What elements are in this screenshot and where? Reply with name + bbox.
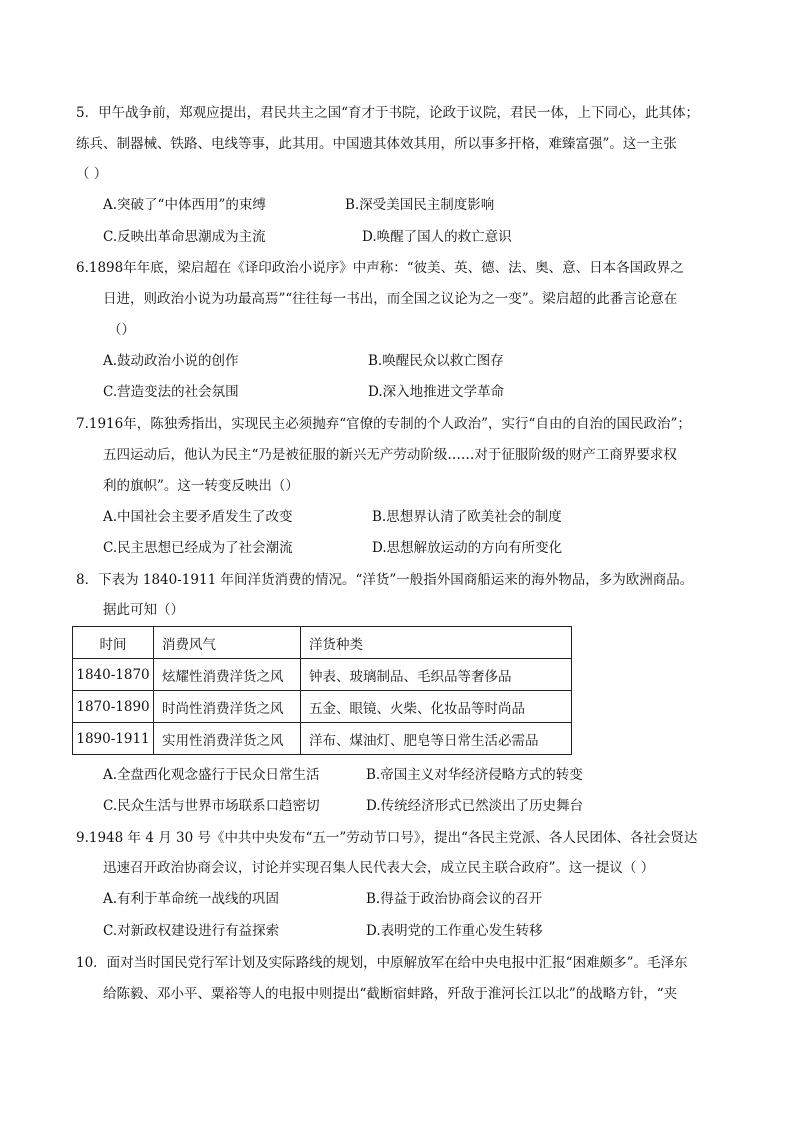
question-6-option-a: A.鼓动政治小说的创作 — [103, 353, 239, 369]
question-5-line-3: （ ） — [76, 166, 108, 182]
question-7-line-3: 利的旗帜”。这一转变反映出（） — [103, 478, 299, 494]
question-6-line-3: （） — [108, 322, 135, 338]
question-7-option-b: B.思想界认清了欧美社会的制度 — [372, 509, 562, 525]
question-6-line-1: 6.1898年年底，梁启超在《译印政治小说序》中声称：“彼美、英、德、法、奥、意、日本各国政界之 — [76, 260, 684, 276]
table-row — [73, 723, 572, 755]
question-9-option-a: A.有利于革命统一战线的巩固 — [103, 891, 280, 907]
question-8-line-2: 据此可知（） — [103, 602, 184, 618]
consumption-table — [72, 626, 572, 755]
question-7-option-a: A.中国社会主要矛盾发生了改变 — [103, 509, 293, 525]
table-cell-time: 1870-1890 — [73, 691, 154, 723]
question-5-line-2: 练兵、制器械、铁路、电线等事，此其用。中国遗其体效其用，所以事多扞格，难臻富强”。这一主张 — [76, 136, 677, 152]
question-6-line-2: 日进，则政治小说为功最高焉”“往往每一书出，而全国之议论为之一变”。梁启超的此番言论意在 — [103, 291, 678, 307]
table-cell-goods: 五金、眼镜、火柴、化妆品等时尚品 — [301, 691, 572, 723]
question-8-option-b: B.帝国主义对华经济侵略方式的转变 — [366, 767, 583, 783]
table-row — [73, 691, 572, 723]
table-row — [73, 659, 572, 691]
question-9-line-2: 迅速召开政治协商会议，讨论并实现召集人民代表大会，成立民主联合政府”。这一提议（ ） — [103, 860, 655, 876]
table-cell-trend: 炫耀性消费洋货之风 — [154, 659, 301, 691]
question-7-option-c: C.民主思想已经成为了社会潮流 — [103, 540, 293, 556]
table-header-goods: 洋货种类 — [301, 627, 572, 659]
question-5-line-1: 5．甲午战争前，郑观应提出，君民共主之国“育才于书院，论政于议院，君民一体，上下同心，此其体； — [76, 105, 699, 121]
question-8-line-1: 8．下表为 1840-1911 年间洋货消费的情况。“洋货”一般指外国商船运来的海外物品，多为欧洲商品。 — [76, 572, 694, 588]
question-9-line-1: 9.1948 年 4 月 30 号《中共中央发布“五一”劳动节口号》，提出“各民主党派、各人民团体、各社会贤达 — [76, 830, 698, 846]
question-10-line-1: 10．面对当时国民党行军计划及实际路线的规划，中原解放军在给中央电报中汇报“困难颇多”。毛泽东 — [76, 955, 688, 971]
question-6-option-d: D.深入地推进文学革命 — [368, 384, 505, 400]
question-7-line-2: 五四运动后，他认为民主“乃是被征服的新兴无产劳动阶级……对于征服阶级的财产工商界要求权 — [103, 447, 677, 463]
question-7-option-d: D.思想解放运动的方向有所变化 — [372, 540, 563, 556]
question-9-option-b: B.得益于政治协商会议的召开 — [366, 891, 543, 907]
question-8-option-d: D.传统经济形式已然淡出了历史舞台 — [366, 798, 584, 814]
question-5-option-a: A.突破了“中体西用”的束缚 — [103, 197, 266, 213]
question-5-option-b: B.深受美国民主制度影响 — [345, 197, 495, 213]
question-6-option-b: B.唤醒民众以救亡图存 — [368, 353, 504, 369]
question-7-line-1: 7.1916年，陈独秀指出，实现民主必须抛弃“官僚的专制的个人政治”，实行“自由的自治的国民政治”； — [76, 416, 691, 432]
table-header-time: 时间 — [73, 627, 154, 659]
table-header-trend: 消费风气 — [154, 627, 301, 659]
table-header-row — [73, 627, 572, 659]
table-cell-trend: 时尚性消费洋货之风 — [154, 691, 301, 723]
table-cell-time: 1890-1911 — [73, 723, 154, 755]
table-cell-time: 1840-1870 — [73, 659, 154, 691]
question-10-line-2: 给陈毅、邓小平、粟裕等人的电报中则提出“截断宿蚌路，歼敌于淮河长江以北”的战略方针，“夹 — [103, 986, 678, 1002]
table-cell-trend: 实用性消费洋货之风 — [154, 723, 301, 755]
question-9-option-c: C.对新政权建设进行有益探索 — [103, 923, 280, 939]
question-6-option-c: C.营造变法的社会氛围 — [103, 384, 239, 400]
question-5-option-d: D.唤醒了国人的救亡意识 — [362, 229, 512, 245]
question-8-option-a: A.全盘西化观念盛行于民众日常生活 — [103, 767, 320, 783]
question-8-option-c: C.民众生活与世界市场联系口趋密切 — [103, 798, 320, 814]
table-cell-goods: 洋布、煤油灯、肥皂等日常生活必需品 — [301, 723, 572, 755]
table-cell-goods: 钟表、玻璃制品、毛织品等奢侈品 — [301, 659, 572, 691]
question-5-option-c: C.反映出革命思潮成为主流 — [103, 229, 266, 245]
question-9-option-d: D.表明党的工作重心发生转移 — [366, 923, 543, 939]
